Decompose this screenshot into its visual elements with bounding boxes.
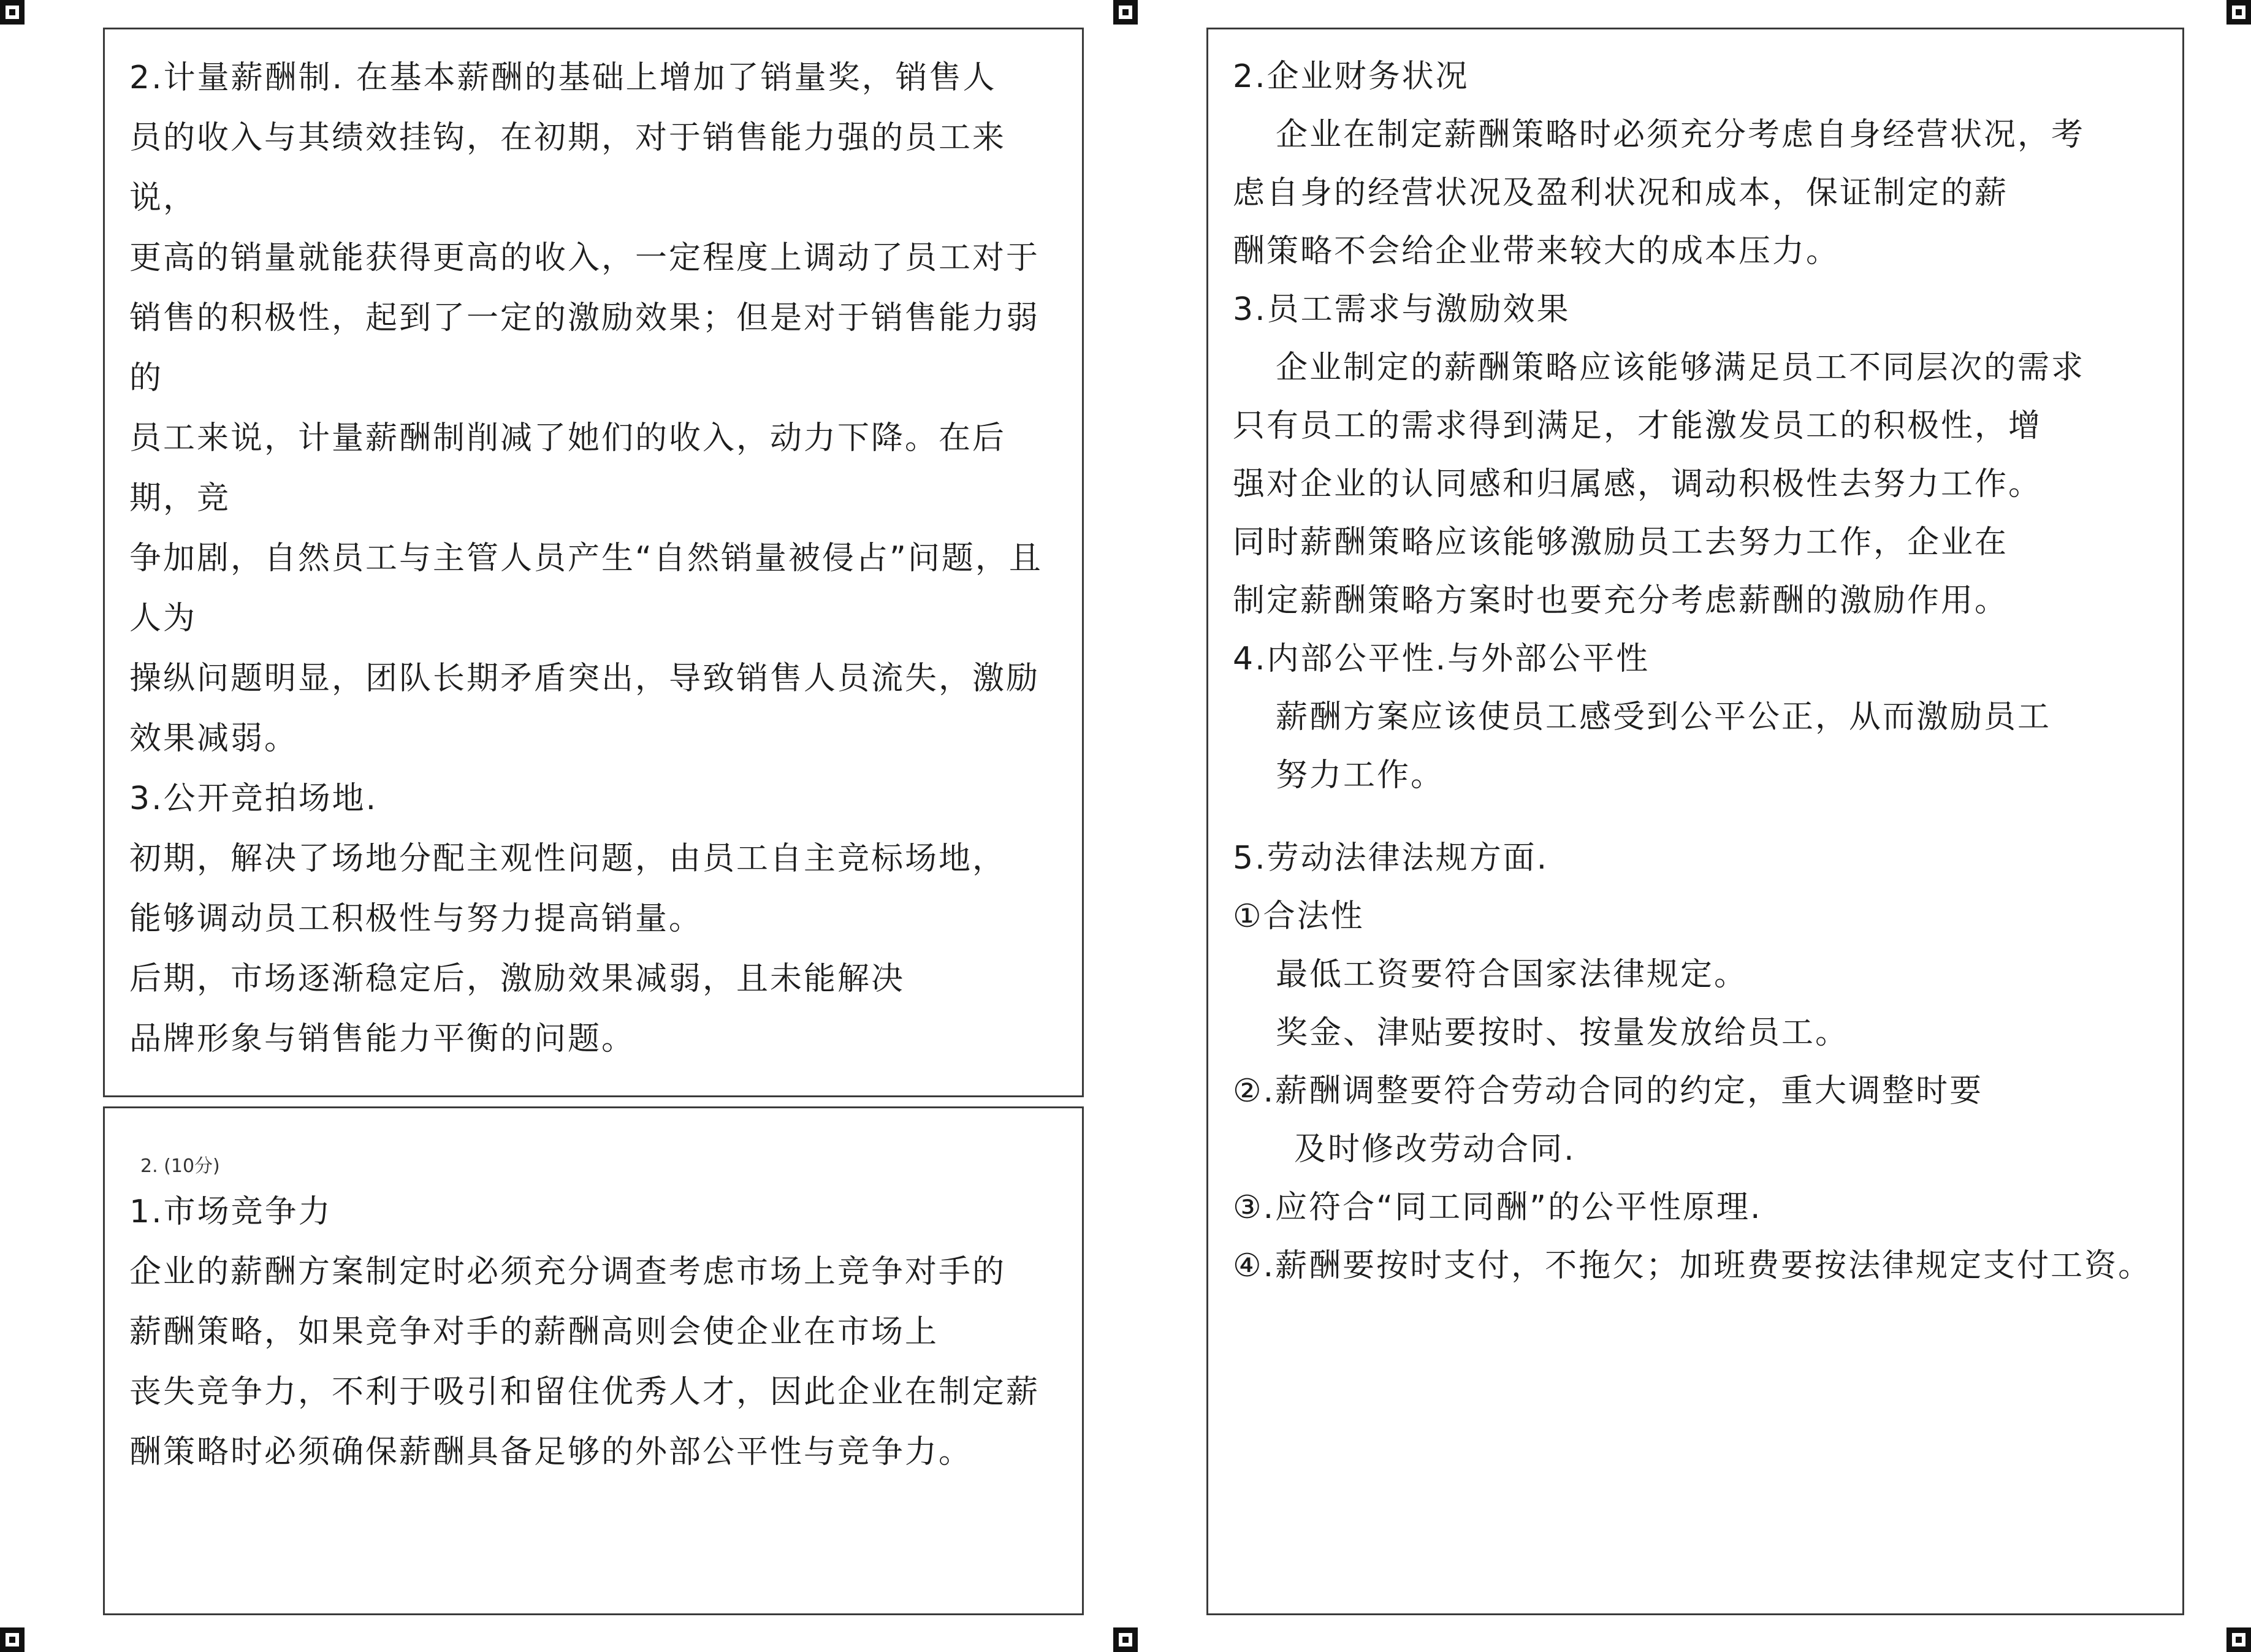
text-line: 奖金、津贴要按时、按量发放给员工。 (1276, 1014, 1849, 1051)
answer-box-top-left (103, 28, 1084, 1097)
sub-heading: ①合法性 (1233, 898, 1365, 935)
text-line: 后期，市场逐渐稳定后，激励效果减弱，且未能解决 (129, 961, 905, 997)
text-line: 更高的销量就能获得更高的收入，一定程度上调动了员工对于 (129, 240, 1040, 276)
section-heading: 1.市场竞争力 (129, 1193, 332, 1230)
text-line: 强对企业的认同感和归属感，调动积极性去努力工作。 (1233, 466, 2043, 503)
text-line: 虑自身的经营状况及盈利状况和成本，保证制定的薪 (1233, 175, 2009, 211)
text-line: 企业在制定薪酬策略时必须充分考虑自身经营状况，考 (1276, 116, 2085, 153)
text-line: 丧失竞争力，不利于吸引和留住优秀人才，因此企业在制定薪 (129, 1374, 1040, 1410)
text-line: 酬策略时必须确保薪酬具备足够的外部公平性与竞争力。 (129, 1434, 973, 1471)
text-line: 企业制定的薪酬策略应该能够满足员工不同层次的需求 (1276, 349, 2085, 386)
text-line: 薪酬策略，如果竞争对手的薪酬高则会使企业在市场上 (129, 1314, 939, 1350)
text-line: ②.薪酬调整要符合劳动合同的约定，重大调整时要 (1233, 1073, 1984, 1110)
answer-text-top-left (129, 48, 1064, 1069)
registration-marker-top-right (2226, 0, 2251, 25)
text-line: 酬策略不会给企业带来较大的成本压力。 (1233, 233, 1840, 270)
text-line: ③.应符合“同工同酬”的公平性原理. (1233, 1189, 1762, 1226)
text-line: 品牌形象与销售能力平衡的问题。 (129, 1021, 636, 1057)
registration-marker-bottom-left (0, 1627, 25, 1652)
text-line: 及时修改劳动合同. (1294, 1131, 1576, 1168)
text-line: 争加剧，自然员工与主管人员产生“自然销量被侵占”问题，且人为 (129, 540, 1043, 637)
answer-box-right (1206, 28, 2184, 1615)
section-heading: 2.企业财务状况 (1233, 58, 1469, 95)
text-line: 努力工作。 (1276, 757, 1445, 794)
answer-text-right (1233, 48, 2164, 1295)
section-heading: 5.劳动法律法规方面. (1233, 840, 1549, 877)
section-heading: 4.内部公平性.与外部公平性 (1233, 641, 1650, 677)
text-line: 只有员工的需求得到满足，才能激发员工的积极性，增 (1233, 408, 2043, 444)
answer-text-bottom-left (129, 1151, 1064, 1482)
registration-marker-top-left (0, 0, 25, 25)
text-line: 初期，解决了场地分配主观性问题，由员工自主竞标场地， (129, 840, 1007, 877)
registration-marker-bottom-right (2226, 1627, 2251, 1652)
text-line: 最低工资要符合国家法律规定。 (1276, 956, 1748, 993)
text-line: 同时薪酬策略应该能够激励员工去努力工作，企业在 (1233, 524, 2009, 561)
text-line: 薪酬方案应该使员工感受到公平公正，从而激励员工 (1276, 699, 2052, 736)
text-line: 操纵问题明显，团队长期矛盾突出，导致销售人员流失，激励 (129, 660, 1040, 697)
text-line: 制定薪酬策略方案时也要充分考虑薪酬的激励作用。 (1233, 582, 2009, 619)
text-line: 员的收入与其绩效挂钩，在初期，对于销售能力强的员工来说， (129, 120, 1007, 216)
text-line: ④.薪酬要按时支付，不拖欠；加班费要按法律规定支付工资。 (1233, 1247, 2152, 1284)
text-line: 销售的积极性，起到了一定的激励效果；但是对于销售能力弱的 (129, 300, 1040, 397)
text-line: 员工来说，计量薪酬制削减了她们的收入，动力下降。在后期，竞 (129, 420, 1007, 517)
text-line: 效果减弱。 (129, 720, 299, 757)
registration-marker-top-center (1113, 0, 1138, 25)
question-label: 2. (10分) (140, 1155, 220, 1177)
section-heading: 3.员工需求与激励效果 (1233, 291, 1571, 328)
text-line: 能够调动员工积极性与努力提高销量。 (129, 900, 703, 937)
answer-box-bottom-left (103, 1106, 1084, 1615)
section-heading: 3.公开竞拍场地. (129, 780, 378, 817)
text-line: 2.计量薪酬制. 在基本薪酬的基础上增加了销量奖，销售人 (129, 59, 997, 96)
registration-marker-bottom-center (1113, 1627, 1138, 1652)
text-line: 企业的薪酬方案制定时必须充分调查考虑市场上竞争对手的 (129, 1254, 1007, 1290)
